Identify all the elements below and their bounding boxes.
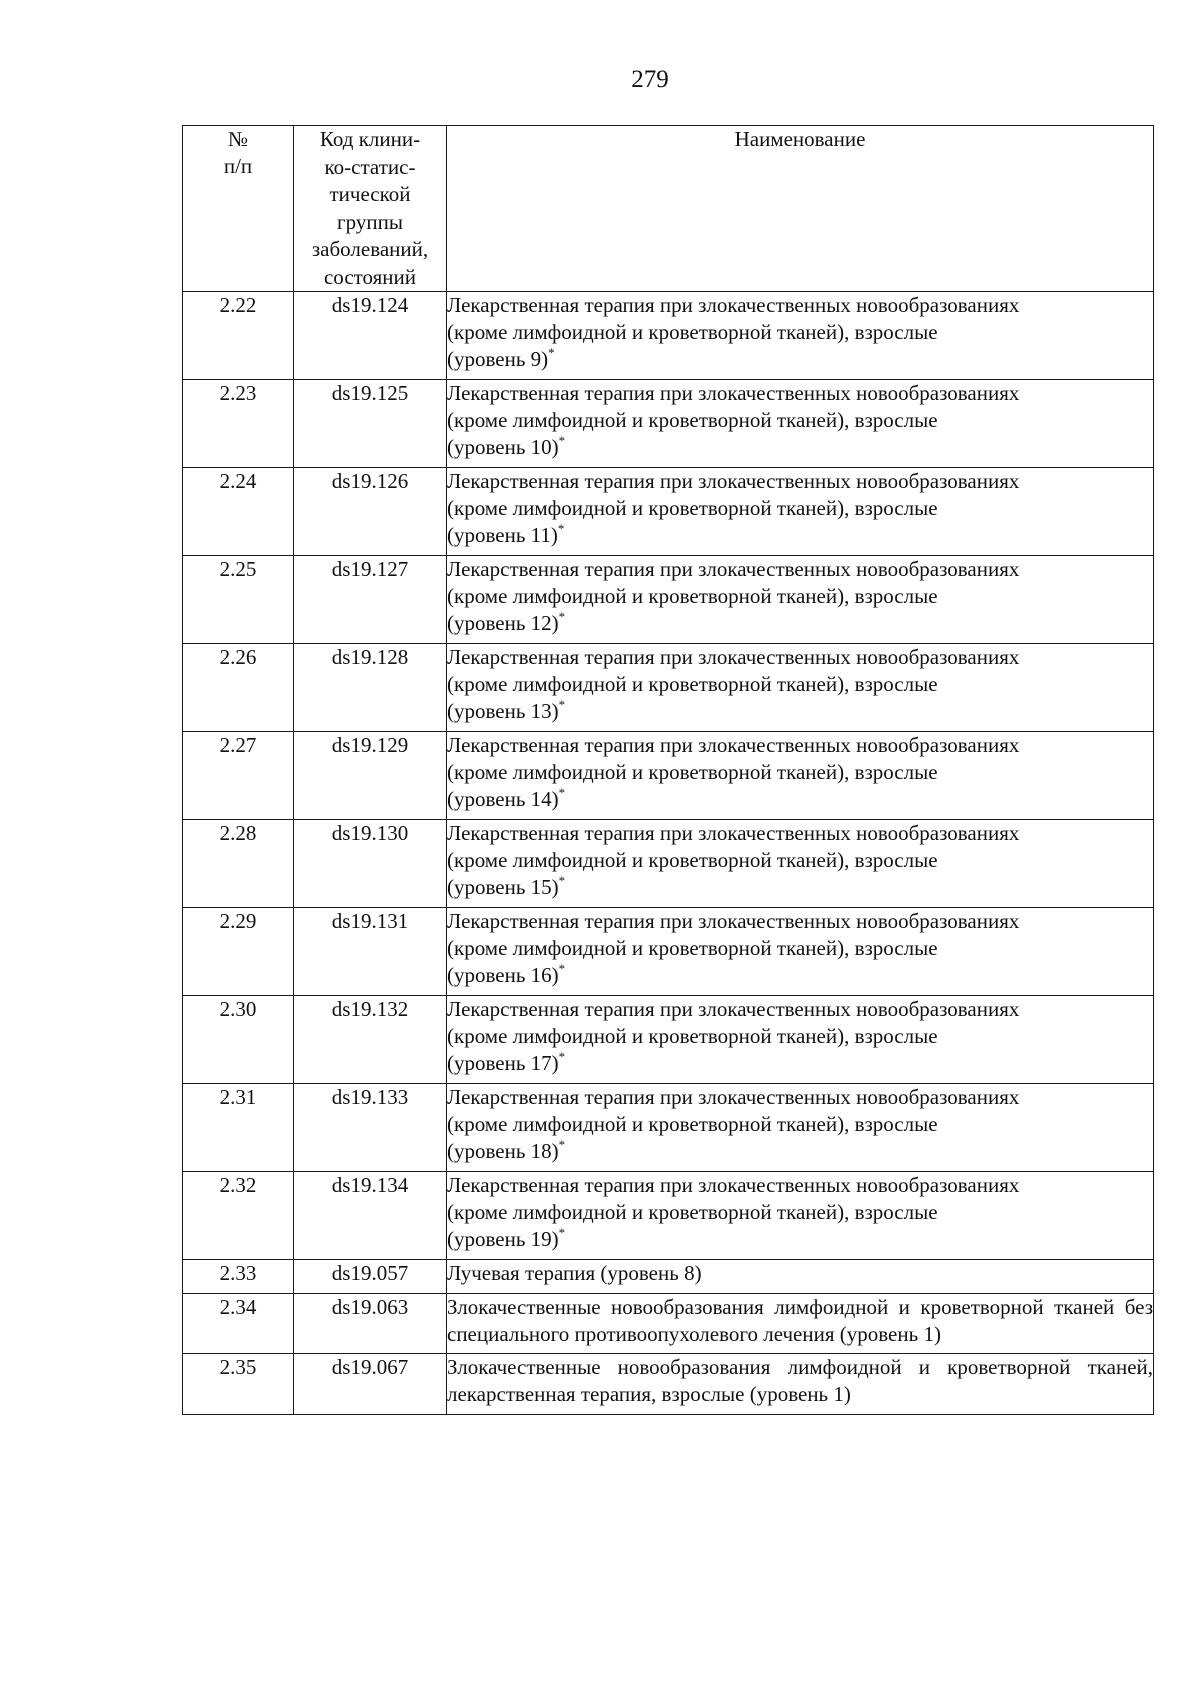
header-code-line: состояний (323, 264, 417, 289)
level-text: (уровень 12) (447, 611, 559, 635)
classification-table (182, 125, 1154, 1415)
footnote-mark: * (548, 345, 555, 360)
row-number: 2.32 (183, 1172, 294, 1260)
name-line: Лекарственная терапия при злокачественных новообразованиях (447, 997, 1020, 1021)
row-number: 2.34 (183, 1294, 294, 1354)
level-text: (уровень 19) (447, 1227, 559, 1251)
level-text: (уровень 11) (447, 523, 558, 547)
name-line: (кроме лимфоидной и кроветворной тканей), взрослые (447, 1112, 938, 1136)
row-name (447, 820, 1154, 908)
row-code: ds19.063 (294, 1294, 447, 1354)
name-line: Лекарственная терапия при злокачественных новообразованиях (447, 733, 1020, 757)
row-name (447, 1084, 1154, 1172)
row-code: ds19.132 (294, 996, 447, 1084)
name-line: Лекарственная терапия при злокачественных новообразованиях (447, 469, 1020, 493)
table-row (183, 1354, 1154, 1415)
row-code: ds19.129 (294, 732, 447, 820)
level-text: (уровень 9) (447, 347, 549, 371)
level-text: (уровень 17) (447, 1051, 559, 1075)
level-text: (уровень 18) (447, 1139, 559, 1163)
table-row (183, 380, 1154, 468)
footnote-mark: * (558, 785, 566, 800)
name-line: (кроме лимфоидной и кроветворной тканей), взрослые (447, 408, 938, 432)
name-line: (кроме лимфоидной и кроветворной тканей), взрослые (447, 848, 938, 872)
name-line: (кроме лимфоидной и кроветворной тканей), взрослые (447, 320, 938, 344)
row-name (447, 292, 1154, 380)
name-line: (кроме лимфоидной и кроветворной тканей), взрослые (447, 1024, 938, 1048)
name-line (447, 522, 1153, 549)
row-code: ds19.128 (294, 644, 447, 732)
row-name (447, 908, 1154, 996)
table-row (183, 1172, 1154, 1260)
name-line: Лекарственная терапия при злокачественных новообразованиях (447, 557, 1020, 581)
name-line: (кроме лимфоидной и кроветворной тканей), взрослые (447, 936, 938, 960)
row-name (447, 996, 1154, 1084)
row-code: ds19.134 (294, 1172, 447, 1260)
row-code: ds19.124 (294, 292, 447, 380)
row-code: ds19.127 (294, 556, 447, 644)
row-code: ds19.057 (294, 1260, 447, 1294)
row-name (447, 556, 1154, 644)
row-name (447, 732, 1154, 820)
header-number-sign: № (227, 127, 249, 151)
row-number: 2.33 (183, 1260, 294, 1294)
name-line: (кроме лимфоидной и кроветворной тканей), взрослые (447, 1200, 938, 1224)
name-line: (кроме лимфоидной и кроветворной тканей), взрослые (447, 760, 938, 784)
name-line (447, 434, 1153, 461)
footnote-mark: * (558, 873, 566, 888)
table-row (183, 820, 1154, 908)
name-line (447, 346, 1153, 373)
row-name: Лучевая терапия (уровень 8) (447, 1260, 1154, 1294)
row-code: ds19.125 (294, 380, 447, 468)
header-code-line: Код клини- (319, 127, 421, 151)
level-text: (уровень 15) (447, 875, 559, 899)
name-line (447, 1050, 1153, 1077)
table-row (183, 1260, 1154, 1294)
row-code: ds19.133 (294, 1084, 447, 1172)
name-line: Лекарственная терапия при злокачественных новообразованиях (447, 293, 1020, 317)
table-row (183, 556, 1154, 644)
header-code-line: ко-статис- (324, 154, 416, 179)
header-name: Наименование (447, 126, 1154, 292)
table-row (183, 1084, 1154, 1172)
row-number: 2.28 (183, 820, 294, 908)
level-text: (уровень 14) (447, 787, 559, 811)
name-line: Лекарственная терапия при злокачественных новообразованиях (447, 1173, 1020, 1197)
row-name (447, 644, 1154, 732)
name-line (447, 698, 1153, 725)
row-name (447, 468, 1154, 556)
row-number: 2.35 (183, 1354, 294, 1415)
footnote-mark: * (558, 433, 566, 448)
name-line: Лекарственная терапия при злокачественных новообразованиях (447, 645, 1020, 669)
row-number: 2.23 (183, 380, 294, 468)
row-number: 2.30 (183, 996, 294, 1084)
footnote-mark: * (558, 961, 566, 976)
footnote-mark: * (558, 609, 566, 624)
row-number: 2.22 (183, 292, 294, 380)
table-row (183, 1294, 1154, 1354)
table-row (183, 644, 1154, 732)
header-code-line: группы (337, 209, 403, 234)
table-row (183, 732, 1154, 820)
row-code: ds19.067 (294, 1354, 447, 1415)
name-line (447, 874, 1153, 901)
row-number: 2.31 (183, 1084, 294, 1172)
header-code-line: заболеваний, (311, 237, 429, 261)
name-line: Лекарственная терапия при злокачественных новообразованиях (447, 1085, 1020, 1109)
row-name: Злокачественные новообразования лимфоидной и кроветворной тканей, лекарственная терапия, взрослые (уровень 1) (447, 1354, 1154, 1415)
row-number: 2.26 (183, 644, 294, 732)
name-line (447, 610, 1153, 637)
name-line (447, 786, 1153, 813)
table-row (183, 908, 1154, 996)
footnote-mark: * (558, 697, 566, 712)
table-row (183, 292, 1154, 380)
name-line: Лекарственная терапия при злокачественных новообразованиях (447, 381, 1020, 405)
name-line: Лекарственная терапия при злокачественных новообразованиях (447, 821, 1020, 845)
footnote-mark: * (557, 521, 565, 536)
footnote-mark: * (558, 1049, 566, 1064)
name-line: Лекарственная терапия при злокачественных новообразованиях (447, 909, 1020, 933)
header-number-abbr: п/п (223, 154, 253, 178)
row-name (447, 1172, 1154, 1260)
header-code-line: тической (329, 182, 411, 206)
footnote-mark: * (558, 1225, 566, 1240)
row-code: ds19.126 (294, 468, 447, 556)
header-group-code (294, 126, 447, 292)
footnote-mark: * (558, 1137, 566, 1152)
level-text: (уровень 10) (447, 435, 559, 459)
row-code: ds19.130 (294, 820, 447, 908)
row-number: 2.25 (183, 556, 294, 644)
row-number: 2.27 (183, 732, 294, 820)
header-number (183, 126, 294, 292)
name-line: (кроме лимфоидной и кроветворной тканей), взрослые (447, 496, 938, 520)
row-name: Злокачественные новообразования лимфоидной и кроветворной тканей без специального противоопухолевого лечения (уровень 1) (447, 1294, 1154, 1354)
table-row (183, 996, 1154, 1084)
row-number: 2.29 (183, 908, 294, 996)
level-text: (уровень 13) (447, 699, 559, 723)
name-line (447, 962, 1153, 989)
row-code: ds19.131 (294, 908, 447, 996)
name-line: (кроме лимфоидной и кроветворной тканей), взрослые (447, 584, 938, 608)
page-number: 279 (631, 66, 669, 93)
table-header-row (183, 126, 1154, 292)
row-number: 2.24 (183, 468, 294, 556)
row-name (447, 380, 1154, 468)
level-text: (уровень 16) (447, 963, 559, 987)
name-line (447, 1138, 1153, 1165)
table-row (183, 468, 1154, 556)
name-line: (кроме лимфоидной и кроветворной тканей), взрослые (447, 672, 938, 696)
name-line (447, 1226, 1153, 1253)
